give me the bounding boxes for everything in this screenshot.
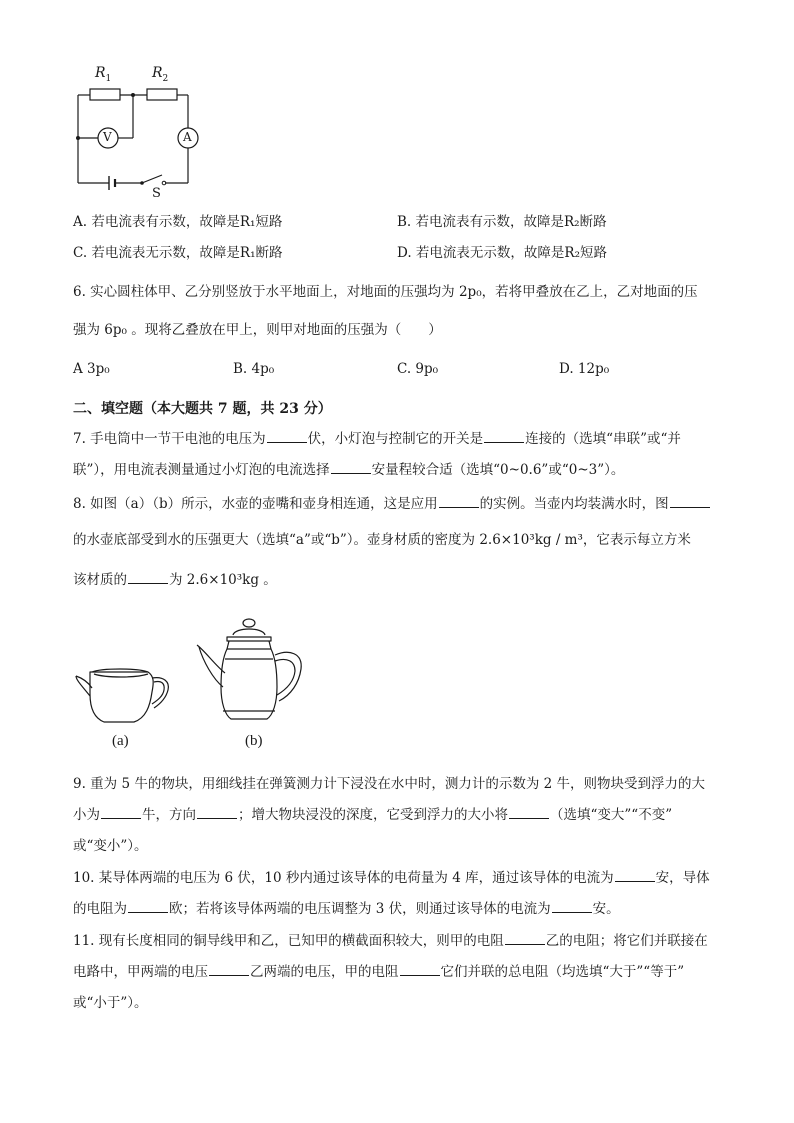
q8-line-3 [73, 570, 277, 590]
q5-option-a: A. 若电流表有示数，故障是R₁短路 [73, 214, 283, 230]
q11-line-3: 或“小于”）。 [73, 995, 148, 1011]
q8-text: 为 2.6×10³kg 。 [169, 572, 277, 588]
q8-text: 该材质的 [73, 572, 127, 588]
q6-option-d: D. 12p₀ [559, 361, 610, 377]
q7-text: 安量程较合适（选填“0~0.6”或“0~3”）。 [371, 462, 625, 478]
q8-line-2: 的水壶底部受到水的压强更大（选填“a”或“b”）。壶身材质的密度为 2.6×10³kg / m³，它表示每立方米 [73, 532, 691, 548]
answer-blank[interactable] [484, 429, 524, 443]
answer-blank[interactable] [267, 429, 307, 443]
q8-text: 8. 如图（a）（b）所示，水壶的壶嘴和壶身相连通，这是应用 [73, 496, 438, 512]
answer-blank[interactable] [128, 570, 168, 584]
figure-a-caption: (a) [112, 733, 129, 749]
q9-line-1: 9. 重为 5 牛的物块，用细线挂在弹簧测力计下浸没在水中时，测力计的示数为 2 牛，则物块受到浮力的大 [73, 776, 706, 792]
q8-line-1 [73, 494, 711, 514]
q10-text: 安。 [592, 901, 620, 917]
switch-label: S [152, 186, 161, 201]
answer-blank[interactable] [509, 805, 549, 819]
q6-line-1: 6. 实心圆柱体甲、乙分别竖放于水平地面上，对地面的压强均为 2p₀，若将甲叠放在乙上，乙对地面的压 [73, 284, 698, 300]
q9-text: （选填“变大”“不变” [550, 807, 673, 823]
answer-blank[interactable] [101, 805, 141, 819]
voltmeter-label: V [103, 130, 112, 144]
answer-blank[interactable] [209, 962, 249, 976]
q7-text: 连接的（选填“串联”或“并 [525, 431, 681, 447]
q9-text: 小为 [73, 807, 100, 823]
q5-option-c: C. 若电流表无示数，故障是R₁断路 [73, 245, 283, 261]
q7-line-2 [73, 460, 624, 480]
q9-line-3: 或“变小”）。 [73, 838, 148, 854]
q10-text: 的电阻为 [73, 901, 127, 917]
q7-text: 伏，小灯泡与控制它的开关是 [307, 431, 484, 447]
q7-text: 联”），用电流表测量通过小灯泡的电流选择 [73, 462, 330, 478]
answer-blank[interactable] [400, 962, 440, 976]
circuit-diagram [0, 0, 794, 210]
figure-b-caption: (b) [245, 733, 263, 749]
q11-text: 乙的电阻；将它们并联接在 [545, 933, 708, 949]
q10-text: 10. 某导体两端的电压为 6 伏，10 秒内通过该导体的电荷量为 4 库，通过该导体的电流为 [73, 870, 614, 886]
answer-blank[interactable] [197, 805, 237, 819]
q5-option-d: D. 若电流表无示数，故障是R₂短路 [397, 245, 608, 261]
answer-blank[interactable] [439, 494, 479, 508]
q9-line-2 [73, 805, 672, 825]
q10-text: 欧；若将该导体两端的电压调整为 3 伏，则通过该导体的电流为 [169, 901, 551, 917]
ammeter-label: A [183, 130, 192, 144]
r2-label: $R_2$ [152, 65, 169, 84]
answer-blank[interactable] [128, 899, 168, 913]
q11-text: 它们并联的总电阻（均选填“大于”“等于” [440, 964, 685, 980]
q9-text: ；增大物块浸没的深度，它受到浮力的大小将 [238, 807, 508, 823]
q6-line-2: 强为 6p₀ 。现将乙叠放在甲上，则甲对地面的压强为（ ） [73, 322, 442, 338]
q6-option-b: B. 4p₀ [233, 361, 275, 377]
q6-option-a: A 3p₀ [73, 361, 110, 377]
q10-line-2 [73, 899, 620, 919]
answer-blank[interactable] [331, 460, 371, 474]
q11-text: 乙两端的电压，甲的电阻 [250, 964, 399, 980]
q10-line-1 [73, 868, 710, 888]
answer-blank[interactable] [670, 494, 710, 508]
q8-text: 的实例。当壶内均装满水时，图 [479, 496, 669, 512]
answer-blank[interactable] [552, 899, 592, 913]
q7-text: 7. 手电筒中一节干电池的电压为 [73, 431, 266, 447]
resistor-r2 [147, 89, 177, 100]
q5-option-b: B. 若电流表有示数，故障是R₂断路 [397, 214, 607, 230]
q6-option-c: C. 9p₀ [397, 361, 439, 377]
kettle-a-figure [72, 658, 182, 728]
r1-label: $R_1$ [95, 65, 112, 84]
answer-blank[interactable] [505, 931, 545, 945]
q7-line-1 [73, 429, 681, 449]
q9-text: 牛，方向 [142, 807, 196, 823]
q10-text: 安，导体 [655, 870, 710, 886]
q11-text: 电路中，甲两端的电压 [73, 964, 208, 980]
answer-blank[interactable] [615, 868, 655, 882]
resistor-r1 [90, 89, 120, 100]
q11-line-1 [73, 931, 708, 951]
q11-line-2 [73, 962, 684, 982]
kettle-b-figure [195, 615, 307, 725]
section-heading: 二、填空题（本大题共 7 题，共 23 分） [73, 401, 332, 417]
q11-text: 11. 现有长度相同的铜导线甲和乙，已知甲的横截面积较大，则甲的电阻 [73, 933, 504, 949]
